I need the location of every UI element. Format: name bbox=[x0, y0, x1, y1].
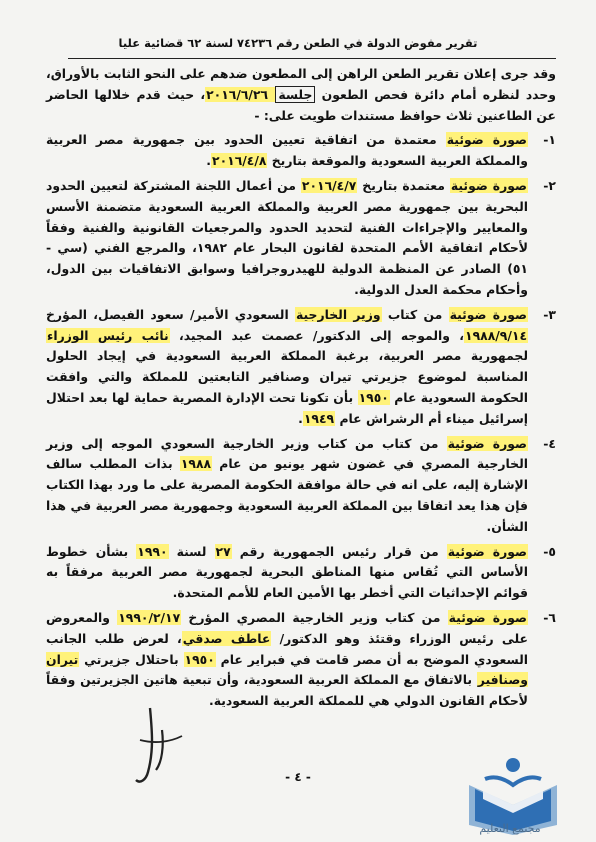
item-number: ٦- bbox=[543, 609, 556, 625]
item-body: لجمهورية مصر العربية، برغبة المملكة العربية السعودية في إيجاد الحلول المناسبة لموضوع جزيرتي تيران وصنافير التابعتين للمملكة والتي وافقت الحكومة السعودية عام bbox=[46, 348, 528, 405]
highlight: صورة ضوئية bbox=[447, 543, 527, 559]
highlight: ٢٠١٦/٤/٨ bbox=[212, 153, 267, 169]
item-body: بشأن خطوط الأساس التي تُقاس منها المناطق البحرية لجمهورية مصر العربية مرفقاً به قوائم الإحداثيات التي أخطر بها الأمين العام للأمم المتحدة. bbox=[46, 543, 528, 601]
highlight: صورة ضوئية bbox=[448, 609, 527, 625]
session-date: ٢٠١٦/٦/٢٦ bbox=[206, 86, 275, 102]
item-text bbox=[46, 542, 528, 604]
item-text bbox=[46, 130, 528, 172]
highlight: ٢٠١٦/٤/٧ bbox=[301, 177, 357, 193]
intro-line-2b: ، حيث قدم خلالها الحاضر عن الطاعنين bbox=[46, 86, 556, 123]
document-body bbox=[46, 64, 556, 712]
list-item-4 bbox=[46, 434, 556, 538]
intro-line-1: وقد جرى إعلان تقرير الطعن الراهن إلى المطعون ضدهم على النحو الثابت بالأوراق، وحدد bbox=[46, 66, 556, 102]
item-body: . bbox=[298, 410, 303, 426]
item-body: من قرار رئيس الجمهورية رقم bbox=[231, 543, 447, 559]
report-header: تقرير مفوض الدولة في الطعن رقم ٧٤٢٣٦ لسنة ٦٢ قضائية عليا bbox=[118, 36, 478, 50]
item-body: معتمدة من اتفاقية تعيين الحدود بين جمهورية مصر العربية والمملكة العربية السعودية والموقعة بتاريخ bbox=[46, 132, 528, 169]
item-body: ، لعرض طلب الجانب السعودي الموضح به أن مصر قامت في فبراير عام bbox=[46, 630, 528, 667]
highlight: ١٩٨٨/٩/١٤ bbox=[465, 327, 528, 343]
highlight: وزير الخارجية bbox=[295, 306, 381, 322]
highlight: صورة ضوئية bbox=[449, 306, 527, 322]
intro-paragraph bbox=[46, 64, 556, 126]
item-text bbox=[46, 176, 528, 301]
item-tail: من أعمال اللجنة المشتركة لتعيين الحدود البحرية بين جمهورية مصر العربية والمملكة العربية السعودية متضمنة الأسس والمعايير والإجراءات الفنية لتحديد الحدود والمرجعيات القانونية والفنية وفقاً لأحكام اتفاقية الأمم المتحدة لقانون البحار عام ١٩٨٢، والمرجع الفني (سي - ٥١) الصادر عن المنظمة الدولية للهيدروجرافيا وسوابق الاتفاقيات بين الدول، وأحكام محكمة العدل الدولية. bbox=[46, 177, 528, 297]
highlight: ١٩٤٩ bbox=[303, 410, 335, 426]
session-box: جلسة bbox=[275, 86, 315, 103]
item-tail: . bbox=[206, 153, 211, 169]
list-item-6 bbox=[46, 608, 556, 712]
highlight: ١٩٥٠ bbox=[358, 389, 389, 405]
highlight: ١٩٨٨ bbox=[180, 456, 212, 472]
highlight: ١٩٥٠ bbox=[184, 651, 215, 667]
logo-caption: مجتمع التعليم bbox=[479, 822, 541, 835]
list-item-3 bbox=[46, 305, 556, 430]
item-text bbox=[46, 305, 528, 430]
highlight: صورة ضوئية bbox=[447, 435, 527, 451]
item-number: ١- bbox=[543, 132, 556, 148]
item-body: بالاتفاق مع المملكة العربية السعودية، وأن تبعية هاتين الجزيرتين وفقاً لأحكام القانون الدولي هي للمملكة العربية السعودية. bbox=[46, 672, 528, 709]
highlight: ١٩٩٠/٢/١٧ bbox=[118, 609, 181, 625]
item-text bbox=[46, 608, 528, 712]
highlight: نائب رئيس الوزراء bbox=[47, 327, 169, 343]
item-body: من كتاب وزير الخارجية المصري المؤرخ bbox=[181, 609, 448, 625]
highlight: ٢٧ bbox=[215, 543, 231, 559]
highlight: عاطف صدقي bbox=[182, 630, 271, 646]
item-text bbox=[46, 434, 528, 538]
page-number: - ٤ - bbox=[285, 770, 311, 784]
item-number: ٢- bbox=[543, 177, 556, 193]
item-body: لسنة bbox=[168, 543, 215, 559]
item-body: والمعروض على رئيس الوزراء وقتئذ وهو الدكتور/ bbox=[46, 609, 528, 646]
item-body: معتمدة بتاريخ bbox=[357, 177, 450, 193]
highlight: ١٩٩٠ bbox=[137, 543, 168, 559]
highlight: صورة ضوئية bbox=[450, 177, 527, 193]
item-body: السعودي الأمير/ سعود الفيصل، المؤرخ bbox=[46, 306, 295, 322]
list-item-1 bbox=[46, 130, 556, 172]
highlight: تيران وصنافير bbox=[46, 651, 528, 688]
highlight: صورة ضوئية bbox=[446, 132, 527, 148]
header-rule bbox=[68, 58, 556, 59]
item-body: ، والموجه إلى الدكتور/ عصمت عبد المجيد، bbox=[169, 327, 465, 343]
list-item-5 bbox=[46, 542, 556, 604]
list-item-2 bbox=[46, 176, 556, 301]
item-number: ٤- bbox=[543, 435, 556, 451]
item-body: باحتلال جزيرتي bbox=[79, 651, 184, 667]
item-body: بذات المطلب سالف الإشارة إليه، على انه في حالة موافقة الحكومة المصرية على ما ورد بهذا الكتاب فإن هذا يعد اتفاقا بين المملكة العربية السعودية وجمهورية مصر العربية في هذا الشأن. bbox=[46, 456, 528, 534]
intro-line-2a: لنظره أمام دائرة فحص الطعون bbox=[315, 86, 520, 102]
intro-line-3: ثلاث حوافظ مستندات طويت على: - bbox=[254, 107, 473, 123]
item-number: ٣- bbox=[543, 306, 556, 322]
item-body: من كتاب من كتاب وزير الخارجية السعودي الموجه إلى وزير الخارجية المصري في غضون شهر يونيو من عام bbox=[46, 435, 528, 472]
item-number: ٥- bbox=[543, 543, 556, 559]
item-body: من كتاب bbox=[381, 306, 449, 322]
item-body: بأن تكونا تحت الإدارة المصرية حماية لها بعد احتلال إسرائيل ميناء أم الرشراش عام bbox=[46, 389, 528, 426]
